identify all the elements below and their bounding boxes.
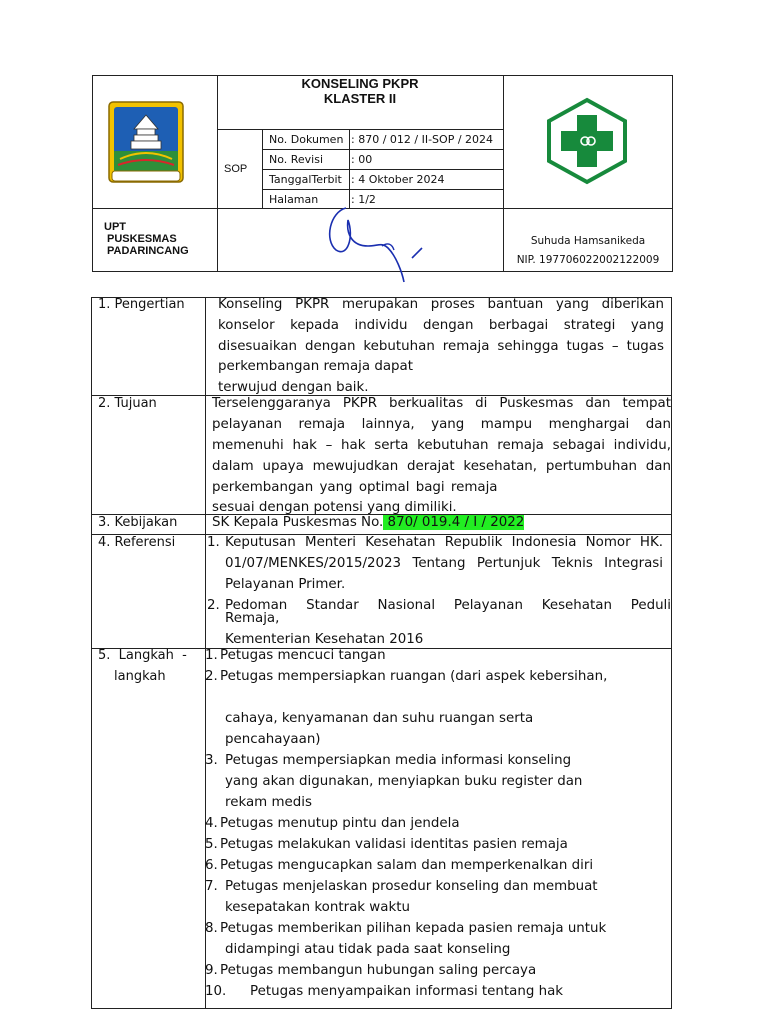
org-name: UPT xyxy=(104,221,126,233)
step-text: yang akan digunakan, menyiapkan buku register dan xyxy=(225,774,583,789)
section-label-langkah: langkah xyxy=(114,669,166,684)
step-text: Petugas mempersiapkan ruangan (dari aspek kebersihan, xyxy=(220,669,608,684)
step-text: pencahayaan) xyxy=(225,732,321,747)
referensi-number: 2. xyxy=(207,598,220,613)
step-text: didampingi atau tidak pada saat konseling xyxy=(225,942,511,957)
step-number: 1. xyxy=(205,648,218,663)
kebijakan-text xyxy=(212,515,524,531)
kebijakan-prefix: SK Kepala Puskesmas No. xyxy=(212,515,384,530)
pengertian-line: perkembangan remaja dapat xyxy=(218,359,413,374)
step-text: Petugas mengucapkan salam dan memperkenalkan diri xyxy=(220,858,594,873)
referensi-line: 01/07/MENKES/2015/2023 Tentang Pertunjuk Teknis Integrasi xyxy=(225,556,663,571)
step-text: cahaya, kenyamanan dan suhu ruangan serta xyxy=(225,711,534,726)
header-divider xyxy=(217,129,503,130)
step-text: Petugas mencuci tangan xyxy=(220,648,386,663)
tujuan-line: perkembangan yang optimal bagi remaja xyxy=(212,480,498,495)
section-label-pengertian: 1. Pengertian xyxy=(98,297,185,312)
referensi-line: Keputusan Menteri Kesehatan Republik Indonesia Nomor HK. xyxy=(225,535,663,550)
meta-value: : 00 xyxy=(351,153,373,166)
header-divider xyxy=(262,149,503,150)
step-text: Petugas menutup pintu dan jendela xyxy=(220,816,460,831)
banten-regency-crest-icon xyxy=(106,99,186,187)
referensi-line: Pedoman Standar Nasional Pelayanan Kesehatan Peduli xyxy=(225,598,671,613)
signer-name: Suhuda Hamsanikeda xyxy=(530,235,646,247)
meta-label: No. Dokumen xyxy=(269,133,344,146)
signer-nip: NIP. 197706022002122009 xyxy=(516,254,660,266)
pengertian-line: Konseling PKPR merupakan proses bantuan yang diberikan xyxy=(218,297,664,312)
step-text: Petugas menjelaskan prosedur konseling dan membuat xyxy=(225,879,598,894)
step-text: Petugas membangun hubungan saling percaya xyxy=(220,963,537,978)
meta-label: TanggalTerbit xyxy=(269,173,342,186)
referensi-number: 1. xyxy=(207,535,220,550)
step-text: rekam medis xyxy=(225,795,312,810)
step-text: Petugas memberikan pilihan kepada pasien remaja untuk xyxy=(220,921,607,936)
step-number: 3. xyxy=(205,753,218,768)
step-number: 5. xyxy=(205,837,218,852)
section-label-tujuan: 2. Tujuan xyxy=(98,396,157,411)
green-cross-puskesmas-icon xyxy=(544,97,630,185)
tujuan-line: dalam upaya mewujudkan derajat kesehatan, pertumbuhan dan xyxy=(212,459,671,474)
step-text: Petugas melakukan validasi identitas pasien remaja xyxy=(220,837,568,852)
step-number: 9. xyxy=(205,963,218,978)
header-divider xyxy=(262,189,503,190)
kebijakan-sk-number: 870/ 019.4 / I / 2022 xyxy=(383,515,525,530)
meta-value: : 4 Oktober 2024 xyxy=(351,173,445,186)
meta-label: Halaman xyxy=(269,193,319,206)
step-number: 4. xyxy=(205,816,218,831)
step-number: 7. xyxy=(205,879,218,894)
tujuan-line: pelayanan remaja lainnya, yang mampu menghargai dan xyxy=(212,417,671,432)
tujuan-line: sesuai dengan potensi yang dimiliki. xyxy=(212,500,457,515)
document-subtitle: KLASTER II xyxy=(323,91,397,106)
step-number: 6. xyxy=(205,858,218,873)
step-text: Petugas menyampaikan informasi tentang hak xyxy=(250,984,564,999)
section-label-langkah: 5. Langkah - xyxy=(98,648,187,663)
tujuan-line: Terselenggaranya PKPR berkualitas di Puskesmas dan tempat xyxy=(212,396,671,411)
meta-value: : 870 / 012 / II-SOP / 2024 xyxy=(351,133,494,146)
step-text: kesepatakan kontrak waktu xyxy=(225,900,410,915)
step-text: Petugas mempersiapkan media informasi konseling xyxy=(225,753,572,768)
tujuan-line: memenuhi hak – hak serta kebutuhan remaja sebagai individu, xyxy=(212,438,671,453)
step-number: 10. xyxy=(205,984,227,999)
meta-value: : 1/2 xyxy=(351,193,376,206)
section-label-referensi: 4. Referensi xyxy=(98,535,176,550)
meta-label: No. Revisi xyxy=(269,153,324,166)
org-name: PADARINCANG xyxy=(107,245,189,257)
sop-label: SOP xyxy=(224,163,248,175)
referensi-line: Pelayanan Primer. xyxy=(225,577,346,592)
section-label-kebijakan: 3. Kebijakan xyxy=(98,515,178,530)
pengertian-line: disesuaikan dengan kebutuhan remaja sehingga tugas – tugas xyxy=(218,339,664,354)
org-name: PUSKESMAS xyxy=(107,233,177,245)
pengertian-line: terwujud dengan baik. xyxy=(218,380,369,395)
referensi-line: Kementerian Kesehatan 2016 xyxy=(225,632,424,647)
header-divider xyxy=(262,169,503,170)
referensi-line: Remaja, xyxy=(225,611,280,626)
handwritten-signature-icon xyxy=(318,200,428,285)
step-number: 8. xyxy=(205,921,218,936)
pengertian-line: konselor kepada individu dengan berbagai strategi yang xyxy=(218,318,664,333)
step-number: 2. xyxy=(205,669,218,684)
document-title: KONSELING PKPR xyxy=(301,76,419,91)
